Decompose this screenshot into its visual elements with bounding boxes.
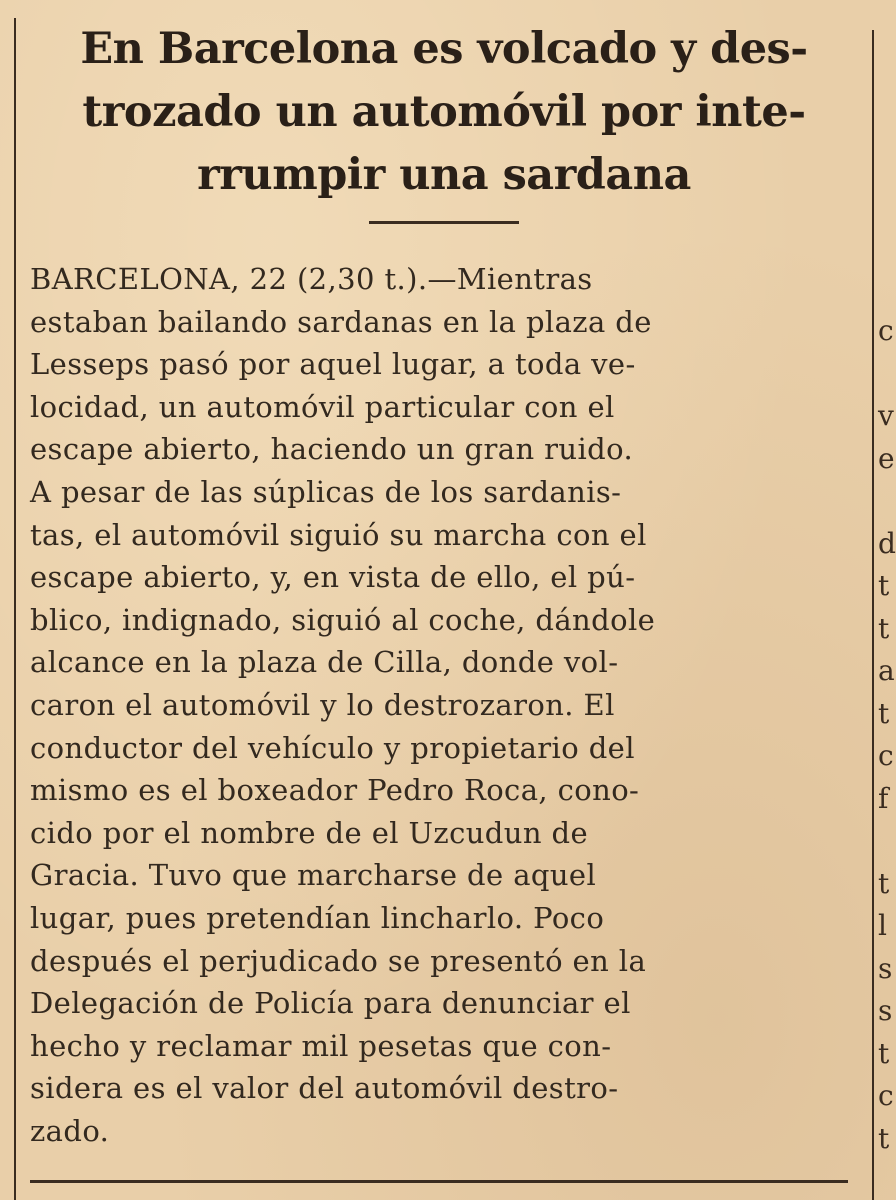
adjacent-column-text: c v e d t t a t c f t l s s t c t bbox=[878, 314, 896, 1155]
column-rule-left bbox=[14, 18, 16, 1200]
news-article bbox=[30, 18, 858, 1152]
headline: En Barcelona es volcado y des- trozado un automóvil por inte- rrumpir una sardana bbox=[80, 24, 808, 200]
adjacent-column-fragment bbox=[878, 0, 896, 1200]
article-body: BARCELONA, 22 (2,30 t.).—Mientras estaban bailando sardanas en la plaza de Lesseps pasó por aquel lugar, a toda ve- locidad, un automóvil particular con el escape abierto, haciendo un gran ruido. A pesar de las súplicas de los sardanis- tas, el automóvil siguió su marcha con el escape abierto, y, en vista de ello, el pú- blico, indignado, siguió al coche, dándole alcance en la plaza de Cilla, donde vol- caron el automóvil y lo destrozaron. El conductor del vehículo y propietario del mismo es el boxeador Pedro Roca, cono- cido por el nombre de el Uzcudun de Gracia. Tuvo que marcharse de aquel lugar, pues pretendían lincharlo. Poco después el perjudicado se presentó en la Delegación de Policía para denunciar el hecho y reclamar mil pesetas que con- sidera es el valor del automóvil destro- zado. bbox=[30, 262, 656, 1148]
headline-divider bbox=[369, 221, 519, 224]
bottom-rule bbox=[30, 1180, 848, 1183]
column-rule-right bbox=[872, 30, 874, 1200]
